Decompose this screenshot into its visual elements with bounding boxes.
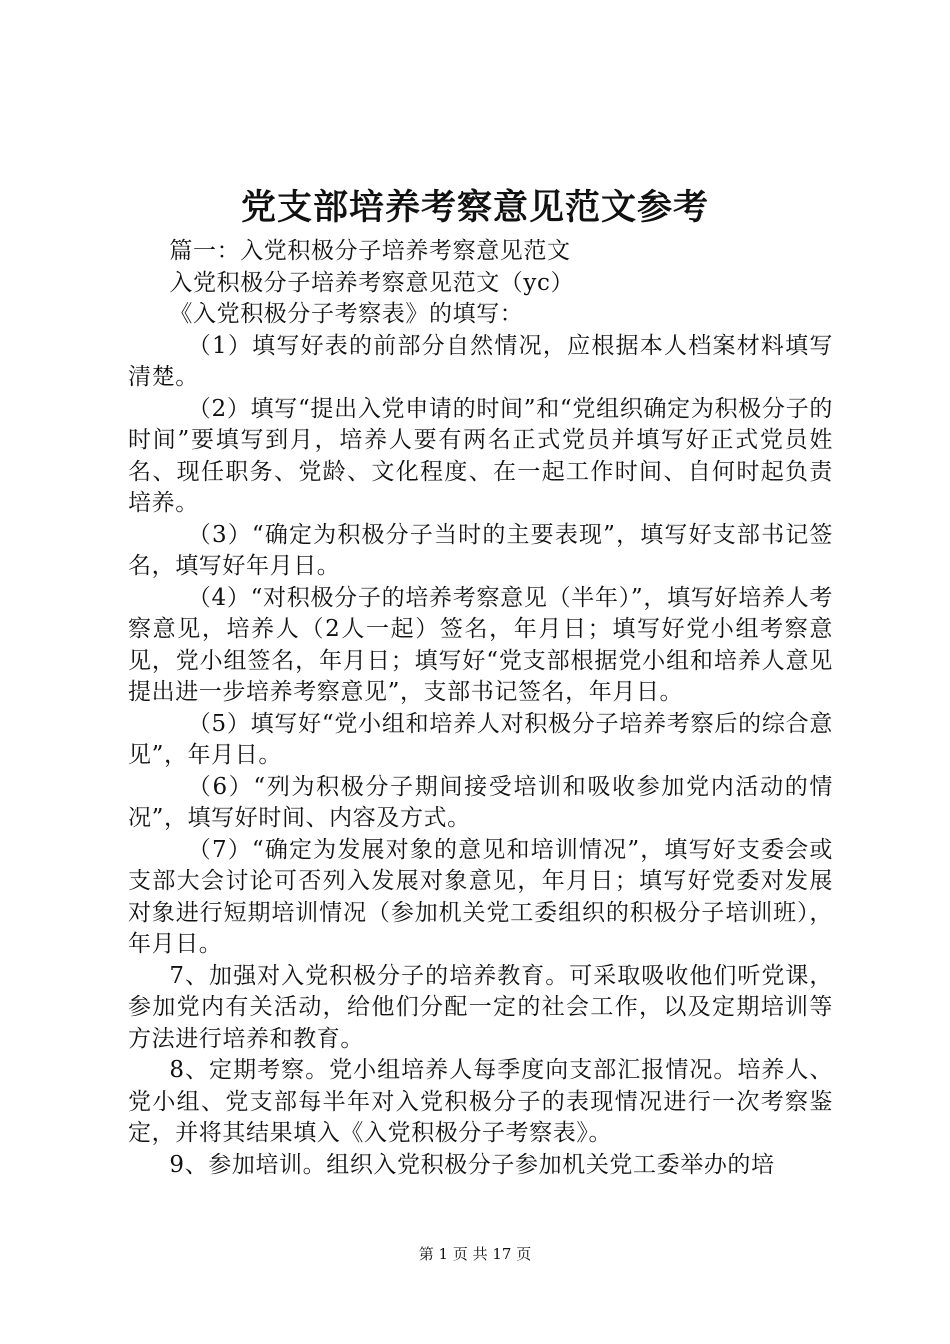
paragraph-subtitle: 入党积极分子培养考察意见范文（yc）	[169, 269, 575, 296]
paragraph-point-9: 9、参加培训。组织入党积极分子参加机关党工委举办的培	[169, 1151, 775, 1178]
paragraph-form-intro: 《入党积极分子考察表》的填写：	[169, 301, 524, 327]
paragraph-point-8: 8、定期考察。党小组培养人每季度向支部汇报情况。培养人、党小组、党支部每半年对入党积极分子的表现情况进行一次考察鉴定，并将其结果填入《入党积极分子考察表》。	[128, 1057, 833, 1146]
document-body	[128, 236, 833, 1181]
paragraph-item-3: （3）“确定为积极分子当时的主要表现”，填写好支部书记签名，填写好年月日。	[128, 521, 833, 579]
document-title: 党支部培养考察意见范文参考	[240, 187, 709, 228]
paragraph-item-6: （6）“列为积极分子期间接受培训和吸收参加党内活动的情况”，填写好时间、内容及方式。	[128, 773, 833, 831]
paragraph-section-heading: 篇一：入党积极分子培养考察意见范文	[169, 238, 571, 264]
paragraph-item-5: （5）填写好“党小组和培养人对积极分子培养考察后的综合意见”，年月日。	[128, 710, 833, 768]
paragraph-item-2: （2）填写“提出入党申请的时间”和“党组织确定为积极分子的时间”要填写到月，培养人要有两名正式党员并填写好正式党员姓名、现任职务、党龄、文化程度、在一起工作时间、自何时起负责培养。	[128, 395, 833, 516]
page-number-footer: 第 1 页 共 17 页	[418, 1245, 532, 1263]
paragraph-item-1: （1）填写好表的前部分自然情况，应根据本人档案材料填写清楚。	[128, 332, 833, 390]
paragraph-point-7: 7、加强对入党积极分子的培养教育。可采取吸收他们听党课，参加党内有关活动，给他们分配一定的社会工作，以及定期培训等方法进行培养和教育。	[128, 962, 833, 1052]
paragraph-item-7: （7）“确定为发展对象的意见和培训情况”，填写好支委会或支部大会讨论可否列入发展对象意见，年月日；填写好党委对发展对象进行短期培训情况（参加机关党工委组织的积极分子培训班），年月日。	[128, 836, 833, 957]
paragraph-item-4: （4）“对积极分子的培养考察意见（半年）”，填写好培养人考察意见，培养人（2人一起）签名，年月日；填写好党小组考察意见，党小组签名，年月日；填写好“党支部根据党小组和培养人意见提出进一步培养考察意见”，支部书记签名，年月日。	[128, 584, 833, 705]
